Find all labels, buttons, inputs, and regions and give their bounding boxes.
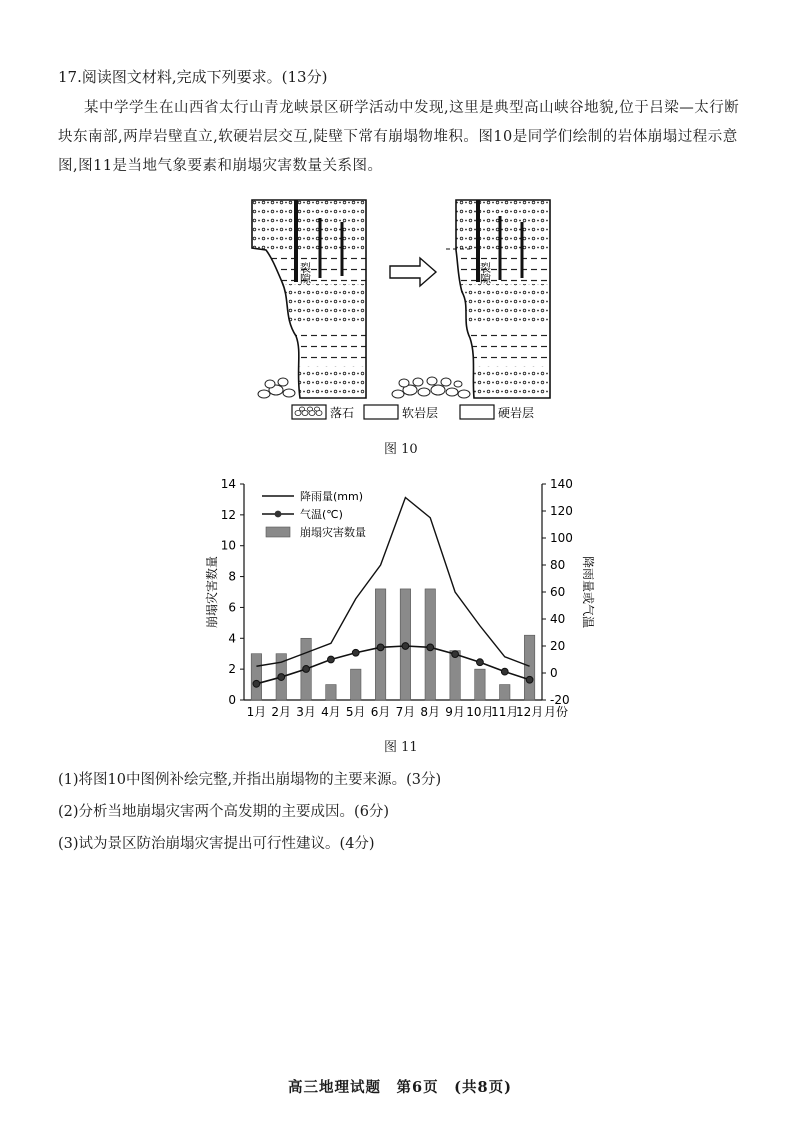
legend-collapse-count: 崩塌灾害数量 [300,526,366,539]
bar-collapse-count [475,669,485,700]
x-tick-label: 10月 [466,705,494,719]
x-tick-label: 4月 [321,705,341,719]
x-tick-label: 9月 [445,705,465,719]
x-tick-label: 5月 [345,705,366,719]
bar-collapse-count [524,635,534,700]
point-temperature [526,676,533,683]
right-tick-label: 0 [550,666,558,680]
point-temperature [427,644,434,651]
point-temperature [402,643,409,650]
task-2: (2)分析当地崩塌灾害两个高发期的主要成因。(6分) [58,804,390,820]
x-tick-label: 2月 [271,705,292,719]
right-axis-label: 降雨量或气温 [581,555,595,629]
point-temperature [477,659,484,666]
point-temperature [278,674,285,681]
x-tick-label: 12月 [515,705,544,719]
point-temperature [352,649,359,656]
x-tick-label: 11月 [491,705,519,719]
right-tick-label: 60 [550,585,566,599]
point-temperature [501,668,508,675]
left-axis-label: 崩塌灾害数量 [205,555,219,629]
left-tick-label: 4 [228,631,236,646]
x-tick-label: 7月 [395,705,416,719]
right-tick-label: 40 [550,612,566,626]
point-temperature [303,666,310,673]
x-tick-label: 6月 [370,705,391,719]
left-tick-label: 6 [228,600,236,615]
point-temperature [328,656,335,663]
line-temperature [256,646,529,684]
legend-soft-rock: 软岩层 [402,406,439,420]
point-temperature [253,680,260,687]
bar-collapse-count [251,654,261,700]
bar-collapse-count [326,685,336,700]
question-title: 17.阅读图文材料,完成下列要求。(13分) [58,68,328,86]
bar-collapse-count [351,669,361,700]
bar-collapse-count [450,651,460,700]
point-temperature [452,651,459,658]
task-1: (1)将图10中图例补绘完整,并指出崩塌物的主要来源。(3分) [58,772,442,788]
right-tick-label: 120 [550,504,573,518]
x-tick-label: 8月 [420,705,441,719]
figure-10-caption: 图 10 [384,442,418,457]
legend-temperature-marker [275,511,282,518]
page-footer: 高三地理试题 第6页 (共8页) [288,1079,512,1096]
left-tick-label: 0 [228,693,236,707]
line-rainfall [256,498,529,667]
x-tick-label: 1月 [246,705,267,719]
right-tick-label: 100 [550,531,573,545]
x-tick-label: 3月 [296,705,316,719]
legend-hard-rock: 硬岩层 [498,406,535,420]
left-tick-label: 14 [220,477,236,491]
left-tick-label: 8 [228,569,236,584]
crack-label-right: 裂隙 [478,262,492,284]
legend-rainfall: 降雨量(mm) [300,490,364,503]
right-tick-label: 140 [550,477,573,491]
legend-falling-rock: 落石 [330,406,355,420]
right-tick-label: 20 [550,639,566,653]
left-tick-label: 12 [220,507,236,522]
right-tick-label: -20 [550,693,570,707]
bar-collapse-count [500,685,510,700]
legend-bar-swatch [266,527,290,537]
x-unit-label: 月份 [544,705,569,719]
point-temperature [377,644,384,651]
figure-11-caption: 图 11 [384,740,418,755]
legend-temperature: 气温(℃) [300,508,343,521]
crack-label-left: 裂隙 [298,262,312,284]
left-tick-label: 2 [228,662,236,677]
task-3: (3)试为景区防治崩塌灾害提出可行性建议。(4分) [58,836,375,852]
right-tick-label: 80 [550,558,566,572]
question-paragraph: 某中学学生在山西省太行山青龙峡景区研学活动中发现,这里是典型高山峡谷地貌,位于吕梁—太行断块东南部,两岸岩壁直立,软硬岩层交互,陡壁下常有崩塌物堆积。图10是同学们绘制的岩体崩塌过程示意图,图11是当地气象要素和崩塌灾害数量关系图。 [58,100,740,174]
left-tick-label: 10 [220,538,236,553]
